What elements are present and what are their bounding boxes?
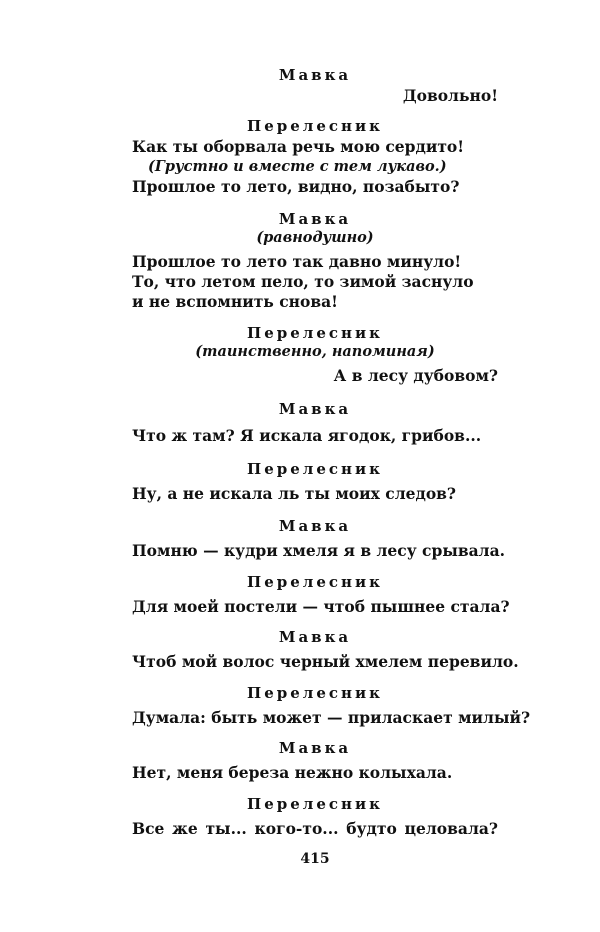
- dialogue-line: Думала: быть может — приласкает милый?: [132, 708, 531, 727]
- speaker-name: Перелесник: [247, 795, 383, 813]
- stage-direction: (Грустно и вместе с тем лукаво.): [148, 158, 447, 175]
- speaker-name: Мавка: [278, 210, 352, 228]
- speaker-name: Мавка: [278, 517, 352, 535]
- dialogue-line: Довольно!: [402, 86, 498, 105]
- dialogue-line: А в лесу дубовом?: [333, 366, 498, 385]
- speaker-name: Перелесник: [247, 460, 383, 478]
- dialogue-line: Нет, меня береза нежно колыхала.: [132, 763, 453, 782]
- dialogue-line: То, что летом пело, то зимой заснуло: [132, 272, 474, 291]
- stage-direction: (таинственно, напоминая): [195, 343, 435, 360]
- speaker-name: Перелесник: [247, 684, 383, 702]
- stage-direction: (равнодушно): [256, 229, 374, 246]
- dialogue-line: Помню — кудри хмеля я в лесу срывала.: [132, 541, 506, 560]
- speaker-name: Мавка: [278, 400, 352, 418]
- dialogue-line: Что ж там? Я искала ягодок, грибов...: [132, 426, 482, 445]
- speaker-name: Мавка: [278, 628, 352, 646]
- dialogue-line: Чтоб мой волос черный хмелем перевило.: [132, 652, 519, 671]
- speaker-name: Перелесник: [247, 573, 383, 591]
- speaker-name: Перелесник: [247, 324, 383, 342]
- speaker-name: Мавка: [278, 66, 352, 84]
- page-number: 415: [300, 851, 330, 867]
- dialogue-line: Ну, а не искала ль ты моих следов?: [132, 484, 457, 503]
- dialogue-line: и не вспомнить снова!: [132, 292, 338, 311]
- dialogue-line: Для моей постели — чтоб пышнее стала?: [132, 597, 510, 616]
- speaker-name: Мавка: [278, 739, 352, 757]
- dialogue-line: Как ты оборвала речь мою сердито!: [132, 137, 465, 156]
- dialogue-line: Все же ты... кого-то... будто целовала?: [132, 819, 498, 838]
- dialogue-line: Прошлое то лето так давно минуло!: [132, 252, 462, 271]
- dialogue-line: Прошлое то лето, видно, позабыто?: [132, 177, 460, 196]
- speaker-name: Перелесник: [247, 117, 383, 135]
